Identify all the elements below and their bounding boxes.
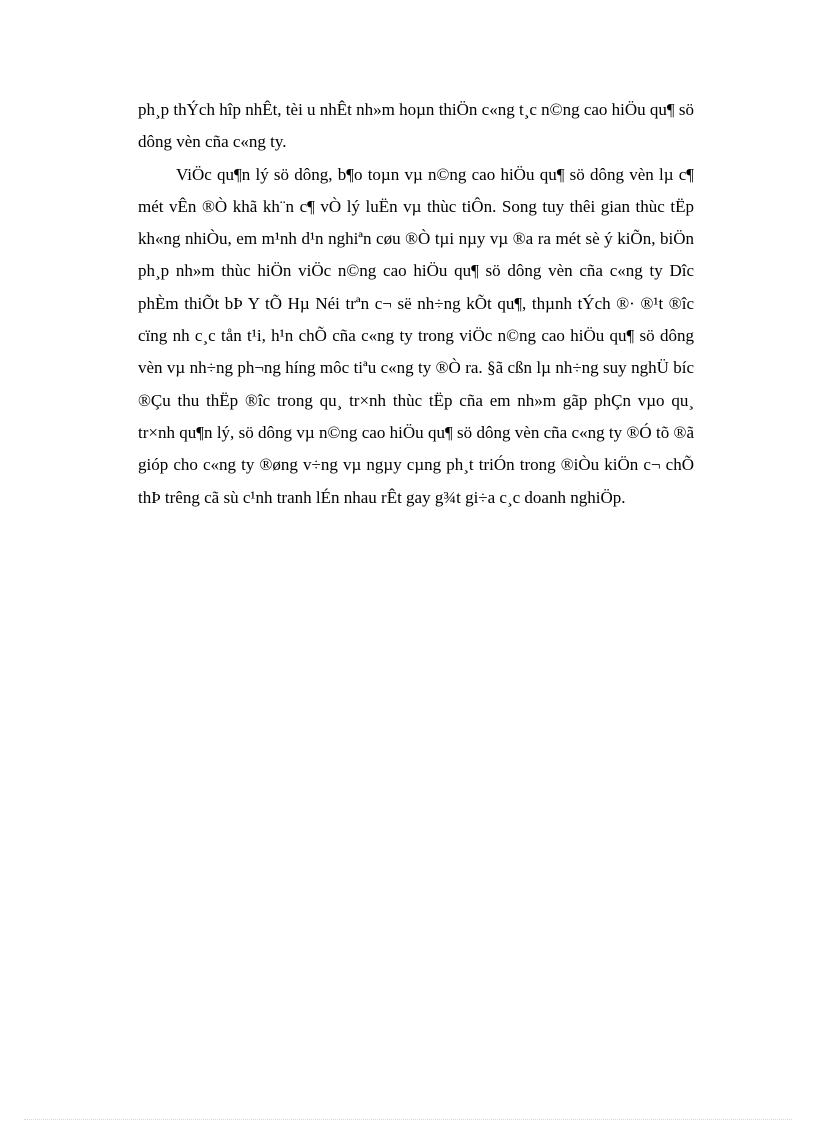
page-bottom-rule bbox=[24, 1119, 792, 1120]
paragraph-2: ViÖc qu¶n lý sö dông, b¶o toµn vµ n©ng cao hiÖu qu¶ sö dông vèn lµ c¶ mét vÊn ®Ò khã kh¨n c¶ vÒ lý luËn vµ thùc tiÔn. Song tuy thêi gian thùc tËp kh«ng nhiÒu, em m¹nh d¹n nghiªn cøu ®Ò tµi nµy vµ ®a ra mét sè ý kiÕn, biÖn ph¸p nh»m thùc hiÖn viÖc n©ng cao hiÖu qu¶ sö dông vèn cña c«ng ty Dîc phÈm thiÕt bÞ Y tÕ Hµ Néi trªn c¬ së nh÷ng kÕt qu¶, thµnh tÝch ®· ®¹t ®îc cïng nh c¸c tån t¹i, h¹n chÕ cña c«ng ty trong viÖc n©ng cao hiÖu qu¶ sö dông vèn vµ nh÷ng ph¬ng híng môc tiªu c«ng ty ®Ò ra. §ã cßn lµ nh÷ng suy nghÜ bíc ®Çu thu thËp ®îc trong qu¸ tr×nh thùc tËp cña em nh»m gãp phÇn vµo qu¸ tr×nh qu¶n lý, sö dông vµ n©ng cao hiÖu qu¶ sö dông vèn cña c«ng ty ®Ó tõ ®ã gióp cho c«ng ty ®øng v÷ng vµ ngµy cµng ph¸t triÓn trong ®iÒu kiÖn c¬ chÕ thÞ trêng cã sù c¹nh tranh lÉn nhau rÊt gay g¾t gi÷a c¸c doanh nghiÖp. bbox=[138, 164, 694, 507]
paragraph-1: ph¸p thÝch hîp nhÊt, tèi u nhÊt nh»m hoµn thiÖn c«ng t¸c n©ng cao hiÖu qu¶ sö dông vèn cña c«ng ty. bbox=[138, 100, 694, 152]
body-text bbox=[138, 94, 694, 514]
